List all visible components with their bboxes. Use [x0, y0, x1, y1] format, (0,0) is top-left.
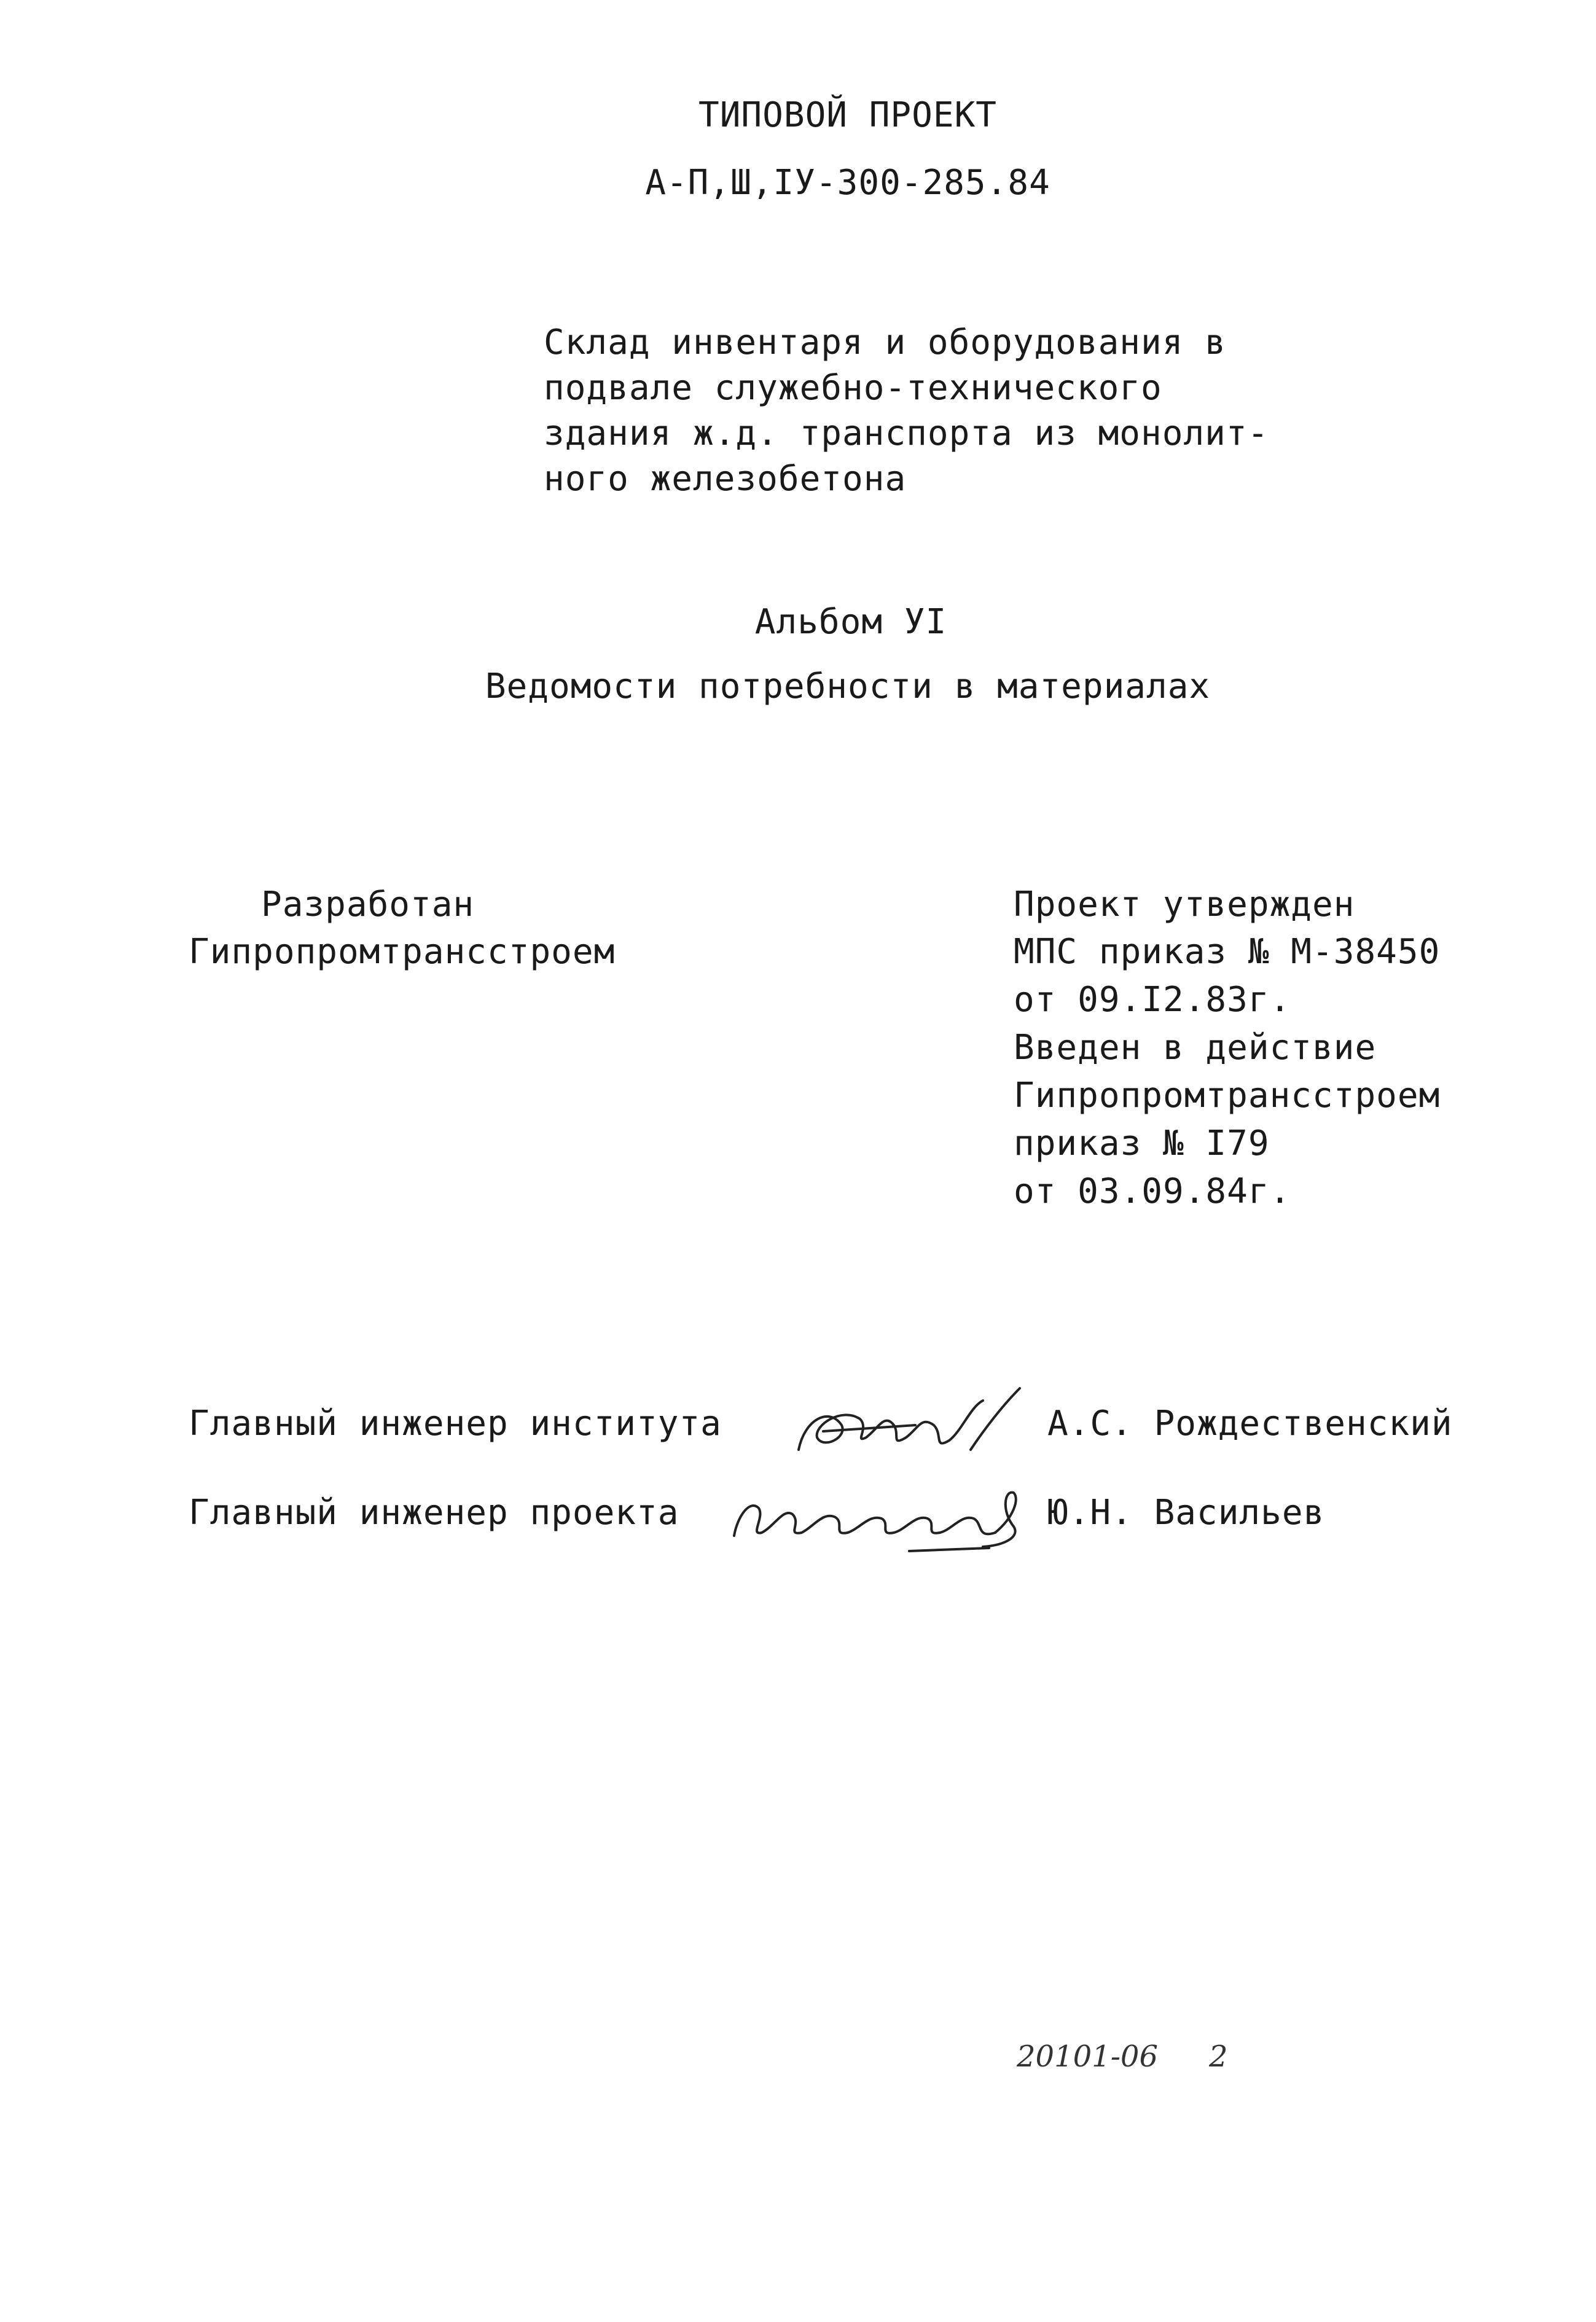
approval-line-3: от 09.I2.83г.: [1014, 980, 1291, 1020]
approval-line-7: от 03.09.84г.: [1014, 1171, 1291, 1211]
approval-line-5: Гипропромтрансстроем: [1014, 1076, 1441, 1116]
approval-line-4: Введен в действие: [1014, 1028, 1377, 1068]
project-type-label: ТИПОВОЙ ПРОЕКТ: [698, 95, 998, 135]
footer-page-number: 2: [1209, 2039, 1228, 2074]
signatory-name-1: А.С. Рождественский: [1047, 1404, 1453, 1444]
signature-2-icon: [725, 1474, 1032, 1560]
description-line-3: здания ж.д. транспорта из монолит-: [544, 413, 1269, 453]
signatory-role-2: Главный инженер проекта: [189, 1493, 679, 1533]
description-line-4: ного железобетона: [544, 459, 907, 499]
signatory-role-1: Главный инженер института: [189, 1404, 722, 1444]
description-line-1: Склад инвентаря и оборудования в: [544, 322, 1226, 362]
album-subtitle: Ведомости потребности в материалах: [485, 666, 1211, 706]
approval-line-1: Проект утвержден: [1014, 885, 1355, 925]
approval-line-2: МПС приказ № М-38450: [1014, 932, 1441, 972]
footer-doc-number: 20101-06: [1017, 2039, 1158, 2074]
developer-label: Разработан: [261, 885, 475, 925]
project-code: А-П,Ш,IУ-300-285.84: [645, 163, 1050, 203]
album-title: Альбом УI: [754, 602, 947, 642]
signatory-name-2: Ю.Н. Васильев: [1047, 1493, 1325, 1533]
approval-line-6: приказ № I79: [1014, 1124, 1270, 1163]
description-line-2: подвале служебно-технического: [544, 368, 1162, 408]
signature-1-icon: [786, 1382, 1032, 1468]
developer-name: Гипропромтрансстроем: [189, 932, 616, 972]
